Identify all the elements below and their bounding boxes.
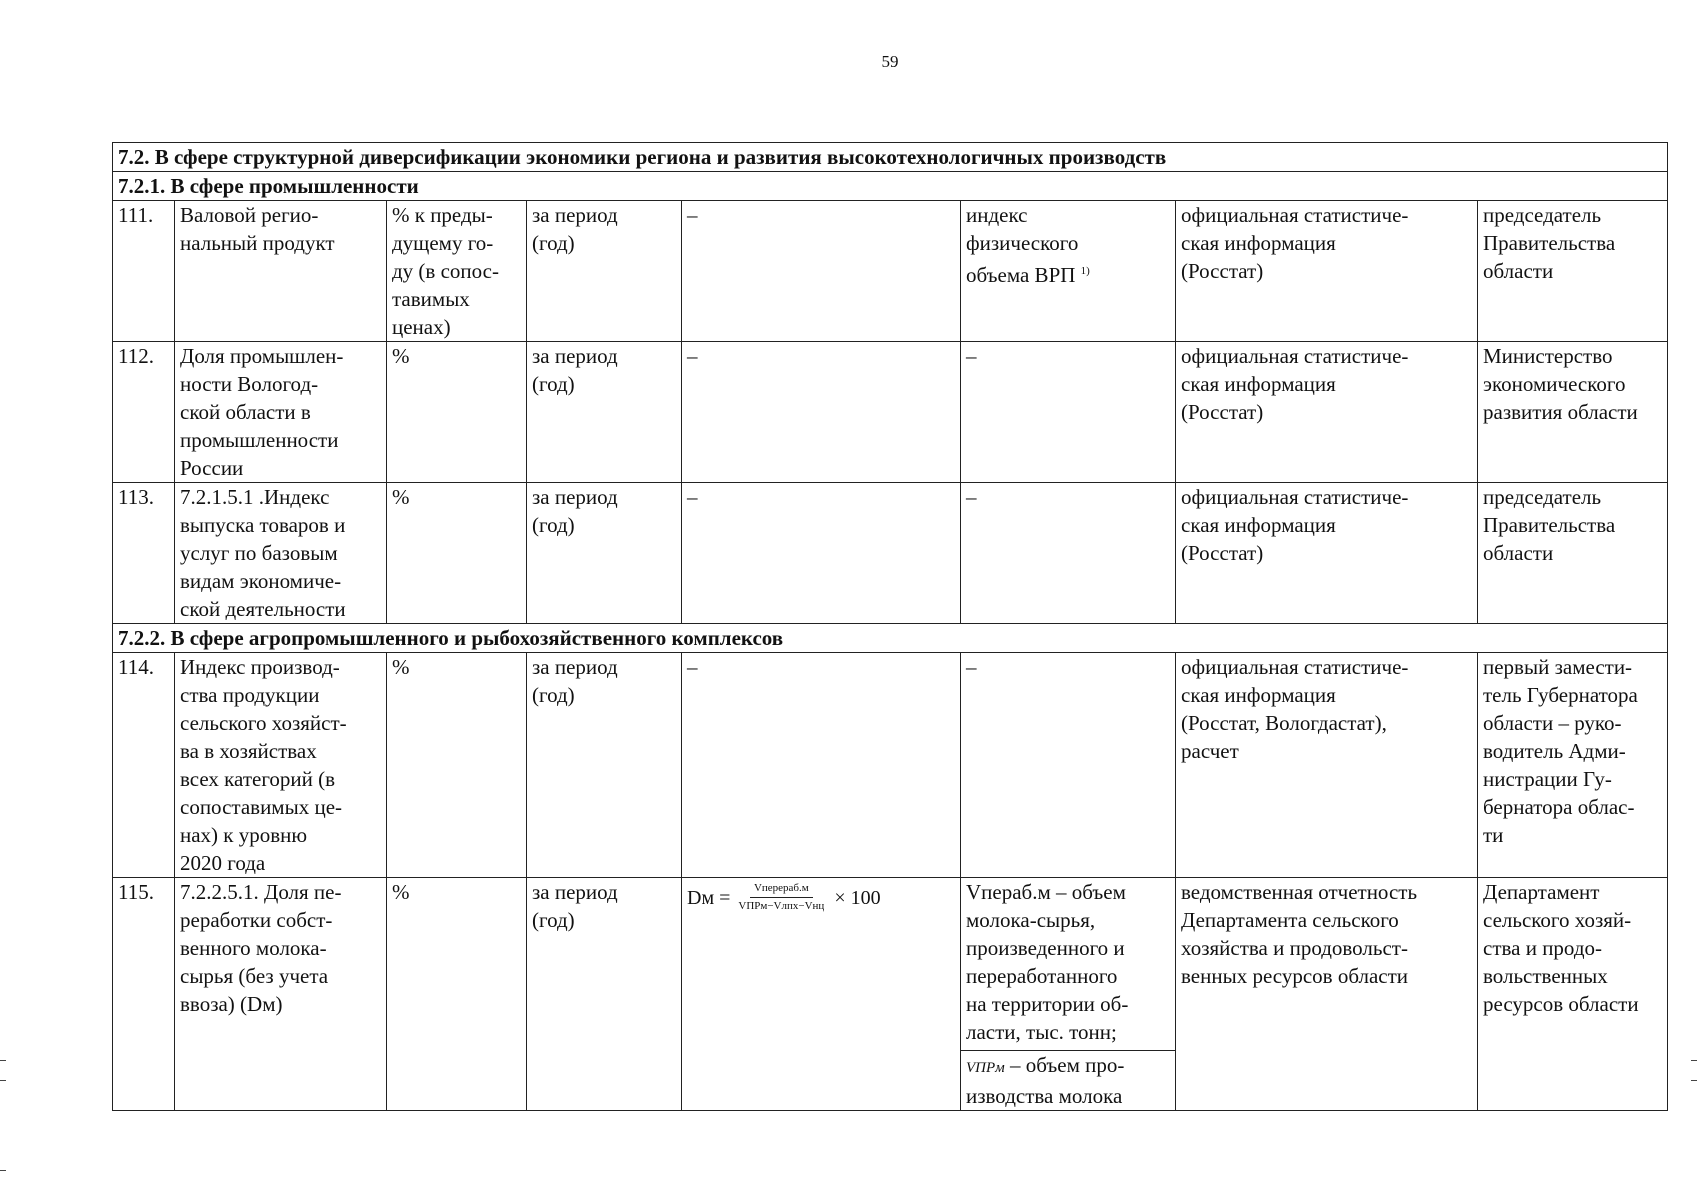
unit: % (387, 653, 527, 878)
formula-lhs: Dм = (687, 886, 731, 909)
note-variable-1: Vпераб.м – объем молока-сырья, произведенного и переработанного на территории об- ласти, тыс. тонн; (966, 880, 1129, 1044)
indicator-name: Индекс производ- ства продукции сельского хозяйст- ва в хозяйствах всех категорий (в сопоставимых це- нах) к уровню 2020 года (175, 653, 387, 878)
margin-mark (0, 1170, 6, 1171)
data-source: ведомственная отчетность Департамента сельского хозяйства и продовольст- венных ресурсов области (1176, 878, 1478, 1111)
period: за период (год) (527, 653, 682, 878)
table-row (113, 653, 1668, 878)
data-source: официальная статистиче- ская информация (Росстат, Вологдастат), расчет (1176, 653, 1478, 878)
formula: – (682, 483, 961, 624)
data-source: официальная статистиче- ская информация (Росстат) (1176, 483, 1478, 624)
period: за период (год) (527, 201, 682, 342)
unit: % (387, 483, 527, 624)
indicator-table (112, 142, 1668, 1111)
footnote-ref: 1) (1080, 265, 1090, 277)
formula-denominator: VПРм−Vлпх−Vнц (738, 900, 825, 912)
indicator-name: Валовой регио- нальный продукт (175, 201, 387, 342)
margin-mark (0, 1060, 6, 1061)
table-row (113, 878, 1668, 1111)
row-number: 112. (113, 342, 175, 483)
formula: – (682, 201, 961, 342)
responsible: Департамент сельского хозяй- ства и продо- вольственных ресурсов области (1478, 878, 1668, 1111)
note-text: индекс физического объема ВРП (966, 203, 1079, 287)
formula-numerator: Vперераб.м (750, 882, 813, 898)
margin-mark (1691, 1060, 1697, 1061)
section-header-7-2 (113, 143, 1668, 172)
indicator-name: 7.2.1.5.1 .Индекс выпуска товаров и услуг по базовым видам экономиче- ской деятельности (175, 483, 387, 624)
indicator-name: Доля промышлен- ности Вологод- ской области в промышленности России (175, 342, 387, 483)
note: – (961, 653, 1176, 878)
period: за период (год) (527, 342, 682, 483)
section-header-7-2-1 (113, 172, 1668, 201)
note (961, 201, 1176, 342)
section-title: 7.2.2. В сфере агропромышленного и рыбохозяйственного комплексов (113, 624, 1668, 653)
variable-symbol: VПРм (966, 1060, 1005, 1076)
note: – (961, 483, 1176, 624)
formula-expression (687, 882, 955, 913)
row-number: 114. (113, 653, 175, 878)
table-row (113, 342, 1668, 483)
responsible: председатель Правительства области (1478, 201, 1668, 342)
responsible: Министерство экономического развития области (1478, 342, 1668, 483)
period: за период (год) (527, 483, 682, 624)
unit: % к преды- дущему го- ду (в сопос- тавимых ценах) (387, 201, 527, 342)
section-header-7-2-2 (113, 624, 1668, 653)
formula: – (682, 342, 961, 483)
unit: % (387, 342, 527, 483)
responsible: председатель Правительства области (1478, 483, 1668, 624)
margin-mark (1691, 1080, 1697, 1081)
variable-description: – объем про- изводства молока (966, 1053, 1125, 1108)
table-row (113, 201, 1668, 342)
note (961, 878, 1176, 1111)
note-variable-2 (961, 1050, 1175, 1110)
row-number: 111. (113, 201, 175, 342)
unit: % (387, 878, 527, 1111)
formula-fraction (734, 882, 828, 913)
row-number: 113. (113, 483, 175, 624)
responsible: первый замести- тель Губернатора области – руко- водитель Адми- нистрации Гу- бернатора облас- ти (1478, 653, 1668, 878)
data-source: официальная статистиче- ская информация (Росстат) (1176, 342, 1478, 483)
page-number: 59 (881, 52, 899, 71)
formula (682, 878, 961, 1111)
section-title: 7.2. В сфере структурной диверсификации экономики региона и развития высокотехнологичных производств (113, 143, 1668, 172)
row-number: 115. (113, 878, 175, 1111)
table-row (113, 483, 1668, 624)
indicator-name: 7.2.2.5.1. Доля пе- реработки собст- венного молока- сырья (без учета ввоза) (Dм) (175, 878, 387, 1111)
formula-rhs: × 100 (834, 886, 881, 909)
data-source: официальная статистиче- ская информация (Росстат) (1176, 201, 1478, 342)
note: – (961, 342, 1176, 483)
section-title: 7.2.1. В сфере промышленности (113, 172, 1668, 201)
period: за период (год) (527, 878, 682, 1111)
formula: – (682, 653, 961, 878)
margin-mark (0, 1080, 6, 1081)
